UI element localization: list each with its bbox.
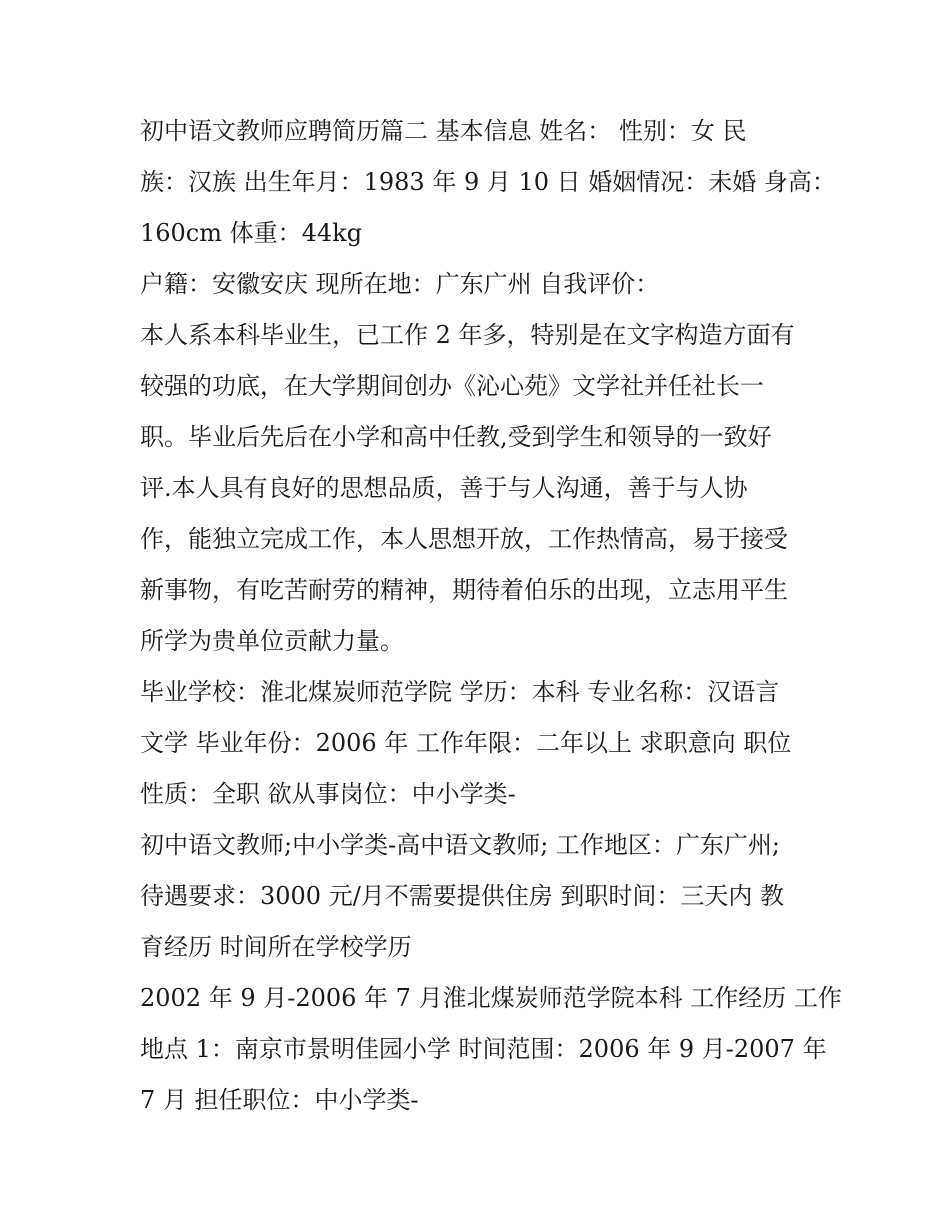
text-line: 160cm 体重：44kg bbox=[140, 219, 363, 247]
text-line: 育经历 时间所在学校学历 bbox=[140, 933, 412, 961]
text-line: 7 月 担任职位：中小学类- bbox=[140, 1086, 419, 1114]
text-line: 新事物，有吃苦耐劳的精神，期待着伯乐的出现，立志用平生 bbox=[140, 576, 788, 604]
text-line: 性质：全职 欲从事岗位：中小学类- bbox=[140, 780, 516, 808]
text-line: 地点 1：南京市景明佳园小学 时间范围：2006 年 9 月-2007 年 bbox=[140, 1035, 827, 1063]
text-line: 文学 毕业年份：2006 年 工作年限：二年以上 求职意向 职位 bbox=[140, 729, 792, 757]
resume-text-body bbox=[140, 106, 842, 1126]
text-line: 毕业学校：淮北煤炭师范学院 学历：本科 专业名称：汉语言 bbox=[140, 678, 780, 706]
text-line: 初中语文教师应聘简历篇二 基本信息 姓名： 性别：女 民 bbox=[140, 117, 747, 145]
text-line: 初中语文教师;中小学类-高中语文教师; 工作地区：广东广州; bbox=[140, 831, 780, 859]
text-line: 较强的功底，在大学期间创办《沁心苑》文学社并任社长一 bbox=[140, 372, 764, 400]
text-line: 作，能独立完成工作，本人思想开放，工作热情高，易于接受 bbox=[140, 525, 788, 553]
text-line: 待遇要求：3000 元/月不需要提供住房 到职时间：三天内 教 bbox=[140, 882, 785, 910]
text-line: 户籍：安徽安庆 现所在地：广东广州 自我评价： bbox=[140, 270, 660, 298]
text-line: 评.本人具有良好的思想品质，善于与人沟通，善于与人协 bbox=[140, 474, 748, 502]
text-line: 所学为贵单位贡献力量。 bbox=[140, 627, 404, 655]
text-line: 2002 年 9 月-2006 年 7 月淮北煤炭师范学院本科 工作经历 工作 bbox=[140, 984, 842, 1012]
text-line: 本人系本科毕业生，已工作 2 年多，特别是在文字构造方面有 bbox=[140, 321, 795, 349]
text-line: 族：汉族 出生年月：1983 年 9 月 10 日 婚姻情况：未婚 身高： bbox=[140, 168, 836, 196]
text-line: 职。毕业后先后在小学和高中任教,受到学生和领导的一致好 bbox=[140, 423, 772, 451]
